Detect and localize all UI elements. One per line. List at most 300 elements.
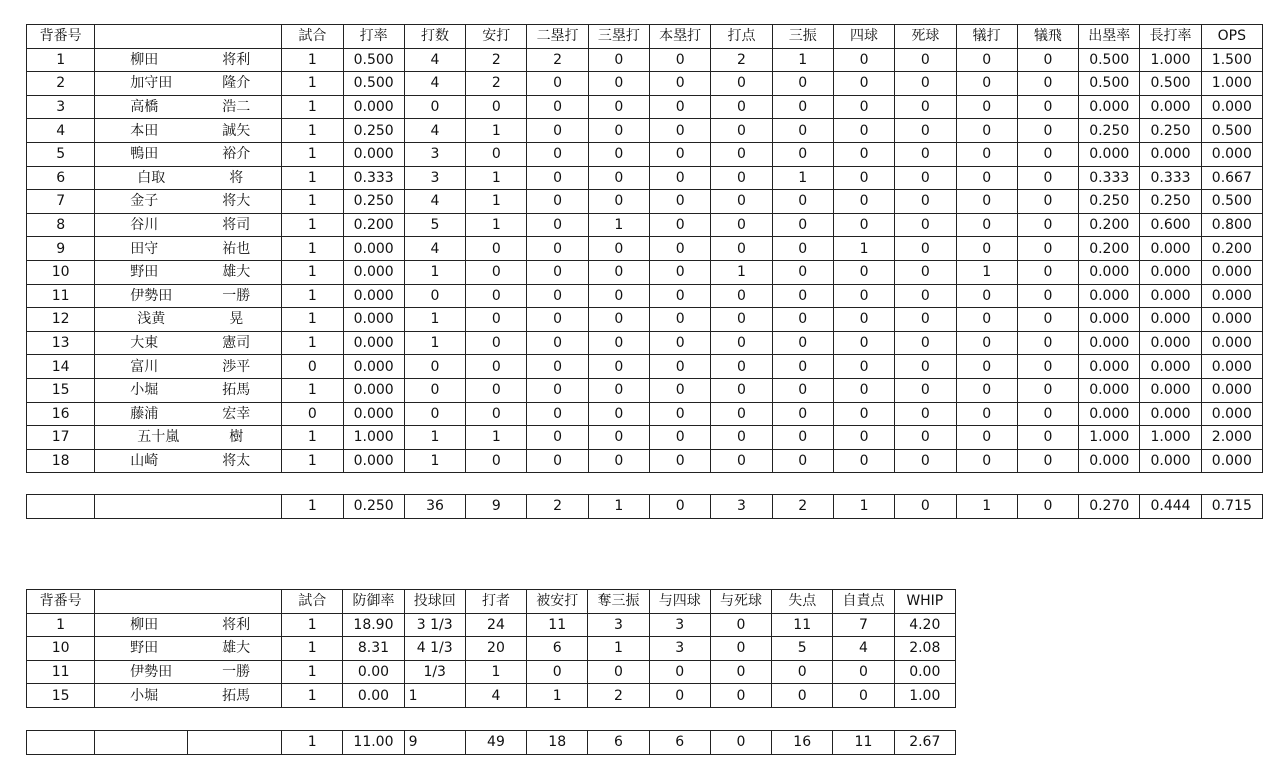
batting-stat-cell: 0: [404, 95, 465, 119]
batting-stat-cell: 0: [588, 48, 649, 72]
batting-stat-cell: 0: [711, 426, 772, 450]
batting-stat-cell: 0: [956, 213, 1017, 237]
batting-stat-cell: 0: [466, 142, 527, 166]
player-name: [95, 95, 282, 119]
batting-stat-cell: 0: [833, 48, 894, 72]
pitching-row: [27, 684, 956, 708]
pitching-stat-cell: 5: [772, 637, 833, 661]
batting-stat-cell: 0: [772, 426, 833, 450]
pitching-header-cell: 投球回: [404, 590, 465, 614]
batting-stat-cell: 0: [711, 449, 772, 473]
batting-total-cell: 1: [833, 495, 894, 519]
pitching-stat-cell: 1.00: [894, 684, 955, 708]
pitching-header-cell: 打者: [465, 590, 526, 614]
pitcher-number: 1: [27, 613, 95, 637]
batting-stat-cell: 0: [527, 119, 588, 143]
batting-stat-cell: 4: [404, 119, 465, 143]
player-name: [95, 260, 282, 284]
batting-stat-cell: 1.000: [1140, 426, 1201, 450]
batting-stat-cell: 0.000: [1201, 284, 1262, 308]
player-first-name: 将大: [222, 193, 251, 210]
batting-header-cell: 犠飛: [1017, 25, 1078, 49]
batting-stat-cell: 0: [1017, 213, 1078, 237]
pitching-stat-cell: 0: [649, 660, 710, 684]
batting-stat-cell: 0.000: [1201, 260, 1262, 284]
batting-stat-cell: 1: [466, 190, 527, 214]
batting-stat-cell: 0: [833, 284, 894, 308]
batting-stat-cell: 0: [588, 72, 649, 96]
pitching-stat-cell: 11: [772, 613, 833, 637]
pitching-total-cell: 6: [649, 731, 710, 755]
batting-stat-cell: 0: [711, 119, 772, 143]
batting-stat-cell: 0: [895, 95, 956, 119]
pitching-header-cell: 防御率: [343, 590, 404, 614]
pitching-total-table: [26, 730, 956, 755]
pitching-stat-cell: 6: [527, 637, 588, 661]
batting-stat-cell: 0.000: [1201, 378, 1262, 402]
batting-stat-cell: 0: [527, 72, 588, 96]
pitching-stat-cell: 4 1/3: [404, 637, 465, 661]
pitcher-last-name: 柳田: [130, 616, 159, 633]
player-number: 18: [27, 449, 95, 473]
batting-stat-cell: 0: [650, 331, 711, 355]
player-name: [95, 331, 282, 355]
player-number: 8: [27, 213, 95, 237]
pitcher-first-name: 雄大: [222, 640, 251, 657]
batting-stat-cell: 1: [282, 308, 343, 332]
batting-row: [27, 402, 1263, 426]
batting-stat-cell: 0.250: [1140, 190, 1201, 214]
batting-total-cell: 0: [650, 495, 711, 519]
player-first-name: 誠矢: [222, 122, 251, 139]
batting-stat-cell: 0: [833, 119, 894, 143]
batting-header-cell: 死球: [895, 25, 956, 49]
batting-stat-cell: 1: [282, 48, 343, 72]
player-name: [95, 142, 282, 166]
batting-stat-cell: 0: [650, 426, 711, 450]
player-first-name: 拓馬: [222, 382, 251, 399]
player-name: [95, 213, 282, 237]
batting-stat-cell: 0.000: [343, 308, 404, 332]
pitching-header-row: [27, 590, 956, 614]
batting-total-cell: 0.270: [1079, 495, 1140, 519]
pitching-total-cell: 6: [588, 731, 649, 755]
batting-stat-cell: 0: [588, 284, 649, 308]
pitching-stat-cell: 3: [649, 613, 710, 637]
batting-stat-cell: 0: [895, 426, 956, 450]
batting-stat-cell: 0.000: [1079, 378, 1140, 402]
pitching-header-cell: 与死球: [710, 590, 771, 614]
batting-stat-cell: 0: [711, 190, 772, 214]
batting-stat-cell: 1: [404, 331, 465, 355]
batting-stat-cell: 0: [895, 190, 956, 214]
batting-stat-cell: 0: [772, 260, 833, 284]
batting-stat-cell: 0: [1017, 166, 1078, 190]
batting-stat-cell: 0.200: [1201, 237, 1262, 261]
batting-stat-cell: 0.000: [343, 95, 404, 119]
batting-stat-cell: 0: [711, 213, 772, 237]
pitching-stat-cell: 2.08: [894, 637, 955, 661]
batting-stat-cell: 0: [711, 331, 772, 355]
player-last-name: 大東: [130, 335, 159, 352]
player-number: 9: [27, 237, 95, 261]
batting-stat-cell: 0: [833, 260, 894, 284]
pitching-stat-cell: 3 1/3: [404, 613, 465, 637]
batting-header-cell: 打率: [343, 25, 404, 49]
batting-stat-cell: 0.250: [343, 119, 404, 143]
batting-total-cell: 2: [772, 495, 833, 519]
batting-stat-cell: 0: [956, 142, 1017, 166]
player-first-name: 憲司: [222, 335, 251, 352]
pitcher-last-name: 伊勢田: [130, 664, 173, 681]
batting-stat-cell: 4: [404, 190, 465, 214]
batting-stat-cell: 0: [895, 355, 956, 379]
batting-stat-cell: 0: [895, 213, 956, 237]
player-number: 4: [27, 119, 95, 143]
batting-stat-cell: 0: [895, 142, 956, 166]
batting-stat-cell: 0: [833, 95, 894, 119]
batting-stat-cell: 0: [404, 402, 465, 426]
batting-stat-cell: 0.000: [1140, 237, 1201, 261]
player-last-name: 野田: [130, 264, 159, 281]
batting-stat-cell: 0: [466, 449, 527, 473]
batting-stat-cell: 1: [711, 260, 772, 284]
batting-stat-cell: 0: [527, 190, 588, 214]
batting-stat-cell: 0.800: [1201, 213, 1262, 237]
batting-stat-cell: 0: [711, 308, 772, 332]
batting-stat-cell: 0: [956, 402, 1017, 426]
batting-stat-cell: 0.000: [1079, 331, 1140, 355]
pitching-header-cell: 背番号: [27, 590, 95, 614]
batting-stat-cell: 0: [711, 142, 772, 166]
pitching-stat-cell: 0: [772, 660, 833, 684]
batting-stat-cell: 0.333: [343, 166, 404, 190]
batting-stat-cell: 0: [466, 237, 527, 261]
batting-stat-cell: 0.200: [1079, 213, 1140, 237]
pitching-stat-cell: 0.00: [343, 660, 404, 684]
pitcher-number: 10: [27, 637, 95, 661]
player-last-name: 五十嵐: [137, 429, 180, 446]
batting-stat-cell: 0: [466, 331, 527, 355]
batting-stat-cell: 0: [527, 378, 588, 402]
pitching-total-cell: 16: [772, 731, 833, 755]
pitcher-last-name: 野田: [130, 640, 159, 657]
batting-stat-cell: 0: [895, 402, 956, 426]
batting-header-cell: 打点: [711, 25, 772, 49]
batting-stat-cell: 0: [650, 449, 711, 473]
batting-stat-cell: 0.200: [343, 213, 404, 237]
batting-stat-cell: 0: [588, 119, 649, 143]
player-number: 15: [27, 378, 95, 402]
batting-stat-cell: 0.000: [1201, 142, 1262, 166]
batting-stat-cell: 0.000: [1201, 308, 1262, 332]
batting-total-cell: 0.715: [1201, 495, 1262, 519]
batting-stat-cell: 0: [466, 95, 527, 119]
player-number: 11: [27, 284, 95, 308]
batting-stat-cell: 0.000: [1079, 308, 1140, 332]
batting-stat-cell: 0.000: [1140, 355, 1201, 379]
batting-stat-cell: 0: [1017, 402, 1078, 426]
pitcher-first-name: 拓馬: [222, 687, 251, 704]
batting-stat-cell: 1: [282, 284, 343, 308]
batting-stat-cell: 0: [650, 284, 711, 308]
batting-stat-cell: 0: [1017, 190, 1078, 214]
batting-stat-cell: 0.000: [1079, 402, 1140, 426]
batting-stat-cell: 0.000: [1140, 449, 1201, 473]
batting-stat-cell: 0: [527, 260, 588, 284]
pitching-stat-cell: 1: [404, 684, 465, 708]
batting-stat-cell: 0: [650, 119, 711, 143]
player-number: 2: [27, 72, 95, 96]
pitching-row: [27, 637, 956, 661]
batting-stat-cell: 0: [895, 449, 956, 473]
batting-stat-cell: 0: [650, 213, 711, 237]
batting-stat-cell: 0: [588, 95, 649, 119]
player-name: [95, 426, 282, 450]
pitcher-number: 11: [27, 660, 95, 684]
batting-stat-cell: 0.250: [1140, 119, 1201, 143]
batting-header-cell: OPS: [1201, 25, 1262, 49]
batting-row: [27, 166, 1263, 190]
batting-stat-cell: 1: [588, 213, 649, 237]
batting-stat-cell: 0: [1017, 260, 1078, 284]
batting-row: [27, 260, 1263, 284]
batting-stat-cell: 0.333: [1079, 166, 1140, 190]
batting-stat-cell: 0: [527, 95, 588, 119]
batting-total-cell: 0.444: [1140, 495, 1201, 519]
batting-stat-cell: 0.000: [1201, 331, 1262, 355]
batting-row: [27, 142, 1263, 166]
batting-stat-cell: 0.600: [1140, 213, 1201, 237]
batting-stat-cell: 4: [404, 72, 465, 96]
batting-stat-cell: 0: [772, 213, 833, 237]
pitching-stat-cell: 3: [588, 613, 649, 637]
batting-stat-cell: 0: [956, 355, 1017, 379]
batting-header-cell: 長打率: [1140, 25, 1201, 49]
pitching-stat-cell: 1: [282, 613, 343, 637]
batting-header-cell: 本塁打: [650, 25, 711, 49]
batting-stat-cell: 0: [1017, 355, 1078, 379]
batting-stat-cell: 0: [772, 449, 833, 473]
batting-stat-cell: 1: [466, 213, 527, 237]
batting-stat-cell: 0.333: [1140, 166, 1201, 190]
batting-stat-cell: 0: [650, 237, 711, 261]
batting-stat-cell: 0: [650, 95, 711, 119]
batting-stat-cell: 0: [1017, 237, 1078, 261]
pitching-stat-cell: 24: [465, 613, 526, 637]
pitching-table: [26, 589, 956, 708]
batting-stat-cell: 0: [711, 284, 772, 308]
batting-stat-cell: 2: [527, 48, 588, 72]
batting-stat-cell: 0: [895, 308, 956, 332]
batting-stat-cell: 0: [956, 190, 1017, 214]
batting-stat-cell: 1: [282, 260, 343, 284]
batting-header-cell: 二塁打: [527, 25, 588, 49]
batting-row: [27, 284, 1263, 308]
batting-stat-cell: 0: [527, 237, 588, 261]
player-number: 10: [27, 260, 95, 284]
pitching-stat-cell: 3: [649, 637, 710, 661]
batting-stat-cell: 0: [772, 119, 833, 143]
batting-row: [27, 190, 1263, 214]
player-last-name: 金子: [130, 193, 159, 210]
pitching-total-cell: 49: [465, 731, 526, 755]
pitching-stat-cell: 20: [465, 637, 526, 661]
pitching-stat-cell: 0: [833, 684, 894, 708]
batting-stat-cell: 0: [466, 378, 527, 402]
batting-row: [27, 378, 1263, 402]
batting-stat-cell: 0: [527, 284, 588, 308]
batting-stat-cell: 0.000: [343, 237, 404, 261]
batting-stat-cell: 0.000: [1079, 142, 1140, 166]
batting-stat-cell: 1.000: [1201, 72, 1262, 96]
player-first-name: 宏幸: [222, 405, 251, 422]
batting-stat-cell: 0: [650, 378, 711, 402]
player-last-name: 藤浦: [130, 405, 159, 422]
pitching-stat-cell: 1: [282, 637, 343, 661]
batting-stat-cell: 0: [772, 237, 833, 261]
batting-stat-cell: 0: [956, 426, 1017, 450]
batting-stat-cell: 0: [588, 402, 649, 426]
player-name: [95, 284, 282, 308]
batting-stat-cell: 0: [956, 331, 1017, 355]
batting-stat-cell: 0: [588, 426, 649, 450]
player-first-name: 雄大: [222, 264, 251, 281]
batting-header-cell: [95, 25, 282, 49]
batting-header-cell: 三塁打: [588, 25, 649, 49]
batting-row: [27, 237, 1263, 261]
batting-stat-cell: 1.500: [1201, 48, 1262, 72]
batting-stat-cell: 1: [282, 213, 343, 237]
batting-stat-cell: 0: [711, 378, 772, 402]
player-name: [95, 355, 282, 379]
pitching-total-cell: 18: [527, 731, 588, 755]
batting-stat-cell: 1: [282, 95, 343, 119]
batting-stat-cell: 0: [527, 331, 588, 355]
batting-stat-cell: 1: [772, 48, 833, 72]
batting-stat-cell: 0.250: [343, 190, 404, 214]
player-name: [95, 190, 282, 214]
pitching-header-cell: 試合: [282, 590, 343, 614]
batting-stat-cell: 0: [956, 72, 1017, 96]
pitching-stat-cell: 0: [710, 660, 771, 684]
pitching-total-cell: 0: [710, 731, 771, 755]
batting-stat-cell: 3: [404, 166, 465, 190]
batting-stat-cell: 0: [833, 213, 894, 237]
batting-stat-cell: 0: [466, 355, 527, 379]
pitcher-first-name: 一勝: [222, 664, 251, 681]
batting-row: [27, 426, 1263, 450]
player-last-name: 本田: [130, 122, 159, 139]
batting-stat-cell: 0: [650, 72, 711, 96]
player-name: [95, 48, 282, 72]
batting-row: [27, 119, 1263, 143]
batting-stat-cell: 1: [404, 260, 465, 284]
batting-stat-cell: 0: [711, 355, 772, 379]
batting-stat-cell: 0: [527, 142, 588, 166]
batting-stat-cell: 0: [711, 402, 772, 426]
batting-stat-cell: 0: [1017, 95, 1078, 119]
pitching-stat-cell: 4.20: [894, 613, 955, 637]
batting-stat-cell: 1: [282, 166, 343, 190]
pitcher-number: 15: [27, 684, 95, 708]
batting-stat-cell: 0: [833, 190, 894, 214]
batting-stat-cell: 2: [466, 48, 527, 72]
pitcher-name: [95, 613, 282, 637]
player-number: 6: [27, 166, 95, 190]
batting-stat-cell: 1: [404, 426, 465, 450]
player-number: 5: [27, 142, 95, 166]
batting-total-cell: 1: [956, 495, 1017, 519]
player-first-name: 将太: [222, 452, 251, 469]
batting-stat-cell: 0: [833, 402, 894, 426]
batting-stat-cell: 1: [282, 426, 343, 450]
player-last-name: 加守田: [130, 75, 173, 92]
batting-stat-cell: 0: [282, 355, 343, 379]
batting-stat-cell: 0.000: [1140, 142, 1201, 166]
pitching-stat-cell: 1/3: [404, 660, 465, 684]
batting-stat-cell: 0.000: [343, 378, 404, 402]
batting-stat-cell: 0: [1017, 449, 1078, 473]
batting-stat-cell: 0: [956, 284, 1017, 308]
batting-stat-cell: 0: [711, 72, 772, 96]
player-first-name: 将司: [222, 217, 251, 234]
batting-stat-cell: 0: [650, 190, 711, 214]
batting-stat-cell: 0: [527, 308, 588, 332]
player-number: 3: [27, 95, 95, 119]
pitching-stat-cell: 0: [710, 684, 771, 708]
total-blank-cell: [187, 731, 281, 755]
pitching-total-cell: 11.00: [343, 731, 404, 755]
batting-stat-cell: 0: [1017, 331, 1078, 355]
batting-stat-cell: 0: [895, 331, 956, 355]
batting-table: [26, 24, 1263, 473]
batting-stat-cell: 0.000: [1079, 260, 1140, 284]
pitching-stat-cell: 1: [588, 637, 649, 661]
batting-stat-cell: 0.250: [1079, 119, 1140, 143]
pitching-header-cell: [95, 590, 282, 614]
batting-stat-cell: 0: [833, 142, 894, 166]
player-last-name: 浅黄: [137, 311, 166, 328]
pitching-total-row: [27, 731, 956, 755]
batting-stat-cell: 0.000: [1201, 402, 1262, 426]
batting-stat-cell: 2: [466, 72, 527, 96]
batting-row: [27, 48, 1263, 72]
batting-total-cell: 2: [527, 495, 588, 519]
batting-stat-cell: 0.000: [1201, 355, 1262, 379]
batting-stat-cell: 0: [833, 426, 894, 450]
batting-stat-cell: 0.200: [1079, 237, 1140, 261]
batting-stat-cell: 0: [650, 355, 711, 379]
batting-stat-cell: 0.000: [1140, 331, 1201, 355]
batting-header-cell: 出塁率: [1079, 25, 1140, 49]
pitching-stat-cell: 18.90: [343, 613, 404, 637]
batting-total-cell: 0.250: [343, 495, 404, 519]
batting-stat-cell: 0: [772, 142, 833, 166]
batting-stat-cell: 0: [895, 260, 956, 284]
batting-stat-cell: 0: [588, 449, 649, 473]
batting-stat-cell: 0.000: [343, 284, 404, 308]
batting-stat-cell: 0: [588, 378, 649, 402]
batting-stat-cell: 0: [833, 378, 894, 402]
player-last-name: 白取: [137, 169, 166, 186]
player-name: [95, 378, 282, 402]
batting-stat-cell: 0: [466, 402, 527, 426]
player-last-name: 高橋: [130, 99, 159, 116]
pitching-row: [27, 613, 956, 637]
batting-stat-cell: 1: [282, 449, 343, 473]
pitching-stat-cell: 4: [465, 684, 526, 708]
